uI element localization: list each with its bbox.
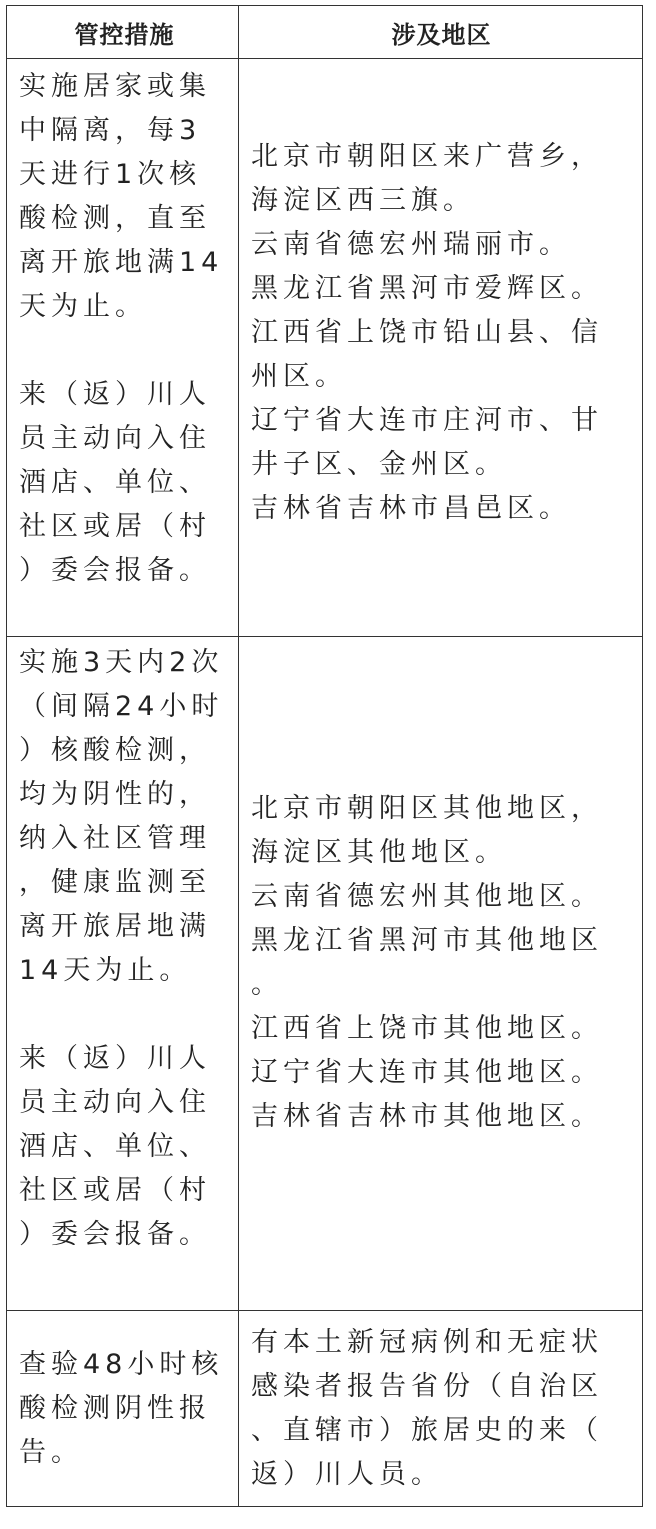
- region-text: 江西省上饶市其他地区。: [251, 1013, 603, 1044]
- measure-text: 来（返）川人 员主动向入住 酒店、单位、 社区或居（村 ）委会报备。: [19, 1043, 211, 1250]
- table-row: [7, 59, 642, 637]
- regions-cell: [239, 637, 642, 1310]
- region-text: 吉林省吉林市昌邑区。: [251, 493, 571, 524]
- header-measures: 管控措施: [7, 6, 239, 58]
- measures-cell: [7, 1311, 239, 1506]
- region-text: 辽宁省大连市其他地区。: [251, 1057, 603, 1088]
- region-text: 北京市朝阳区其他地区， 海淀区其他地区。: [251, 793, 603, 868]
- region-text: 江西省上饶市铅山县、信 州区。: [251, 317, 603, 392]
- measures-cell: [7, 59, 239, 636]
- region-text: 吉林省吉林市其他地区。: [251, 1101, 603, 1132]
- measure-text: 查验48小时核 酸检测阴性报 告。: [19, 1348, 224, 1468]
- control-measures-table: [6, 5, 643, 1507]
- region-text: 云南省德宏州其他地区。: [251, 881, 603, 912]
- paragraph-gap: [19, 329, 230, 373]
- region-text: 黑龙江省黑河市其他地区 。: [251, 925, 603, 1000]
- table-row: [7, 1311, 642, 1506]
- measure-text: 实施3天内2次 （间隔24小时 ）核酸检测， 均为阴性的， 纳入社区管理 ，健康监测至 离开旅居地满 14天为止。: [19, 647, 224, 986]
- region-text: 北京市朝阳区来广营乡， 海淀区西三旗。: [251, 141, 603, 216]
- measures-cell: [7, 637, 239, 1310]
- header-regions: 涉及地区: [391, 20, 492, 49]
- paragraph-gap: [19, 993, 230, 1037]
- region-text: 有本土新冠病例和无症状 感染者报告省份（自治区 、直辖市）旅居史的来（ 返）川人员。: [251, 1326, 603, 1490]
- regions-cell: [239, 59, 642, 636]
- measure-text: 来（返）川人 员主动向入住 酒店、单位、 社区或居（村 ）委会报备。: [19, 379, 211, 586]
- region-text: 黑龙江省黑河市爱辉区。: [251, 273, 603, 304]
- regions-cell: [239, 1311, 642, 1506]
- table-header-row: [7, 6, 642, 59]
- region-text: 云南省德宏州瑞丽市。: [251, 229, 571, 260]
- region-text: 辽宁省大连市庄河市、甘 井子区、金州区。: [251, 405, 603, 480]
- measure-text: 实施居家或集 中隔离，每3 天进行1次核 酸检测，直至 离开旅地满14 天为止。: [19, 71, 224, 322]
- table-row: [7, 637, 642, 1311]
